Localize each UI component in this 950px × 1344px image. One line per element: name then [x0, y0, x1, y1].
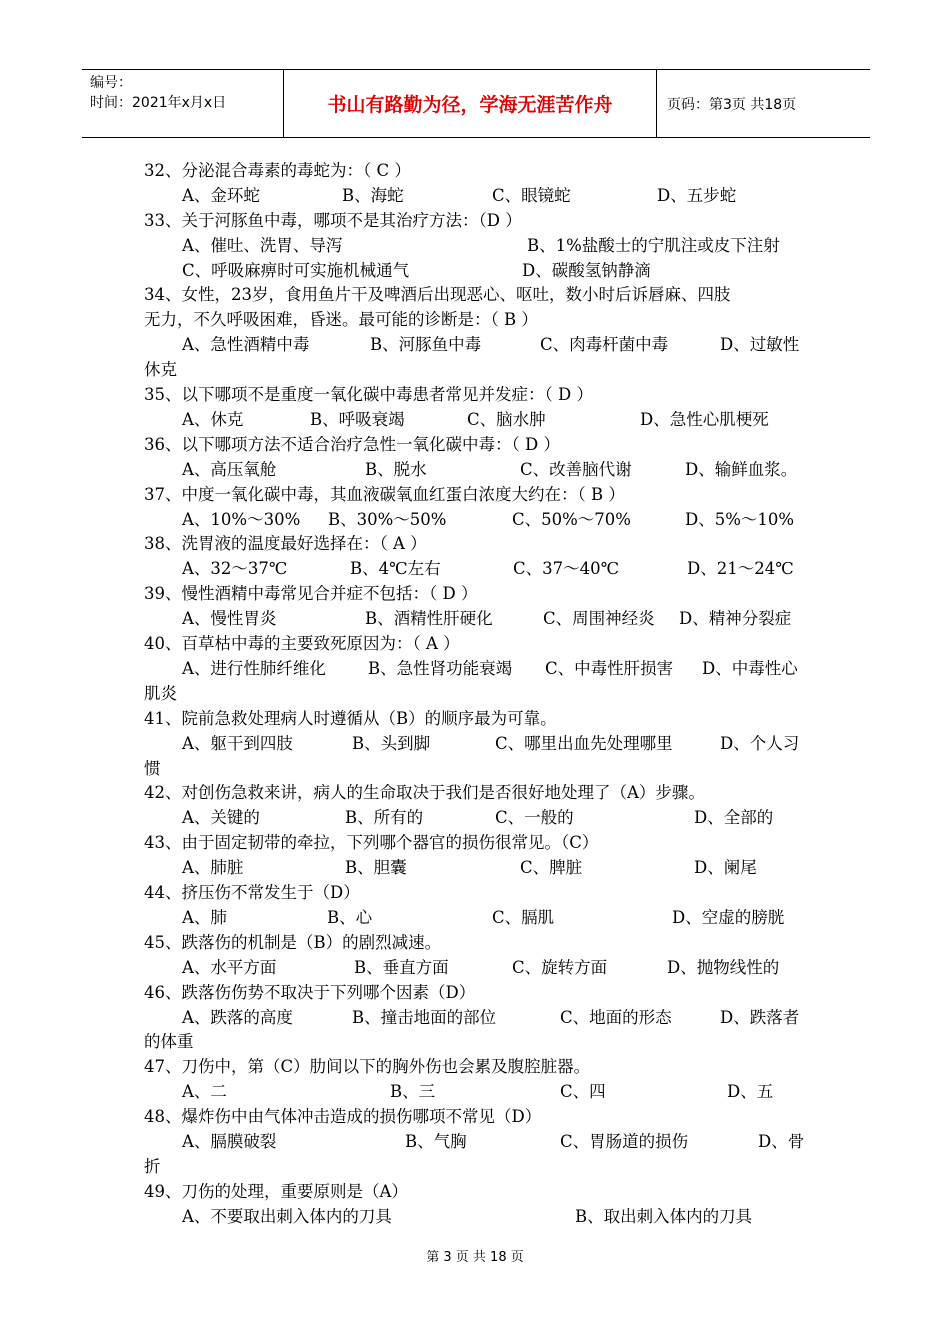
option-text: D、过敏性: [720, 335, 800, 355]
options-line: [144, 234, 814, 259]
question-text: 34、女性，23岁，食用鱼片干及啤酒后出现恶心、呕吐，数小时后诉唇麻、四肢: [144, 285, 731, 305]
options-line: [144, 508, 814, 533]
option-text: D、中毒性心: [702, 658, 798, 678]
question-text: 32、分泌混合毒素的毒蛇为：（ C ）: [144, 161, 411, 180]
option-text: A、二: [182, 1082, 227, 1102]
option-text: D、跌落者: [720, 1007, 800, 1027]
option-text: C、周围神经炎: [543, 609, 655, 629]
option-text: A、慢性胃炎: [182, 609, 277, 629]
option-text: A、跌落的高度: [182, 1007, 293, 1027]
option-text: D、输鲜血浆。: [685, 459, 798, 479]
option-text: C、地面的形态: [560, 1007, 672, 1027]
document-date-label: 时间：2021年x月x日: [90, 95, 227, 111]
option-text: B、所有的: [345, 808, 424, 828]
option-text: A、急性酒精中毒: [182, 335, 310, 355]
options-line: [144, 259, 814, 284]
option-text: D、空虚的膀胱: [672, 907, 785, 927]
option-text: D、抛物线性的: [667, 957, 780, 977]
options-line: [144, 806, 814, 831]
option-text: B、河豚鱼中毒: [370, 335, 482, 355]
options-line: [144, 333, 814, 358]
question-text: 46、跌落伤伤势不取决于下列哪个因素（D）: [144, 982, 476, 1002]
option-text: D、个人习: [720, 733, 800, 753]
option-text: A、32～37℃: [182, 559, 288, 579]
page-header: [82, 69, 870, 138]
question-text: 43、由于固定韧带的牵拉，下列哪个器官的损伤很常见。（C）: [144, 833, 599, 853]
option-text: B、三: [390, 1082, 436, 1102]
question-text: 折: [144, 1156, 161, 1176]
options-line: [144, 732, 814, 757]
options-line: [144, 184, 814, 209]
question-text: 36、以下哪项方法不适合治疗急性一氧化碳中毒：（ D ）: [144, 434, 560, 454]
option-text: C、旋转方面: [512, 957, 608, 977]
options-line: [144, 906, 814, 931]
question-text: 39、慢性酒精中毒常见合并症不包括：（ D ）: [144, 584, 478, 604]
option-text: D、5%～10%: [685, 509, 795, 529]
option-text: B、急性肾功能衰竭: [368, 658, 513, 678]
question-text: 49、刀伤的处理，重要原则是（A）: [144, 1181, 408, 1201]
header-motto: 书山有路勤为径，学海无涯苦作舟: [284, 70, 657, 137]
option-text: B、取出刺入体内的刀具: [575, 1206, 753, 1226]
question-text: 41、院前急救处理病人时遵循从（B）的顺序最为可靠。: [144, 708, 557, 728]
option-text: A、催吐、洗胃、导泻: [182, 235, 343, 255]
option-text: A、膈膜破裂: [182, 1132, 277, 1152]
option-text: D、阑尾: [694, 858, 757, 878]
options-line: [144, 607, 814, 632]
option-text: C、脑水肿: [467, 410, 546, 429]
option-text: C、胃肠道的损伤: [560, 1132, 689, 1152]
options-line: [144, 408, 814, 433]
question-text: 35、以下哪项不是重度一氧化碳中毒患者常见并发症：（ D ）: [144, 385, 593, 405]
question-text: 的体重: [144, 1032, 194, 1052]
option-text: C、50%～70%: [512, 509, 631, 529]
question-text: 40、百草枯中毒的主要致死原因为：（ A ）: [144, 634, 460, 654]
option-text: B、垂直方面: [354, 957, 449, 977]
option-text: B、心: [327, 907, 373, 927]
option-text: A、进行性肺纤维化: [182, 658, 326, 678]
option-text: B、撞击地面的部位: [352, 1007, 497, 1027]
option-text: C、一般的: [495, 808, 574, 828]
question-text: 42、对创伤急救来讲，病人的生命取决于我们是否很好地处理了（A）步骤。: [144, 783, 705, 803]
question-text: 44、挤压伤不常发生于（D）: [144, 883, 360, 903]
question-text: 48、爆炸伤中由气体冲击造成的损伤哪项不常见（D）: [144, 1107, 542, 1127]
option-text: C、眼镜蛇: [492, 185, 571, 205]
option-text: B、头到脚: [352, 733, 431, 753]
option-text: B、1%盐酸士的宁肌注或皮下注射: [527, 235, 780, 255]
option-text: B、酒精性肝硬化: [365, 609, 493, 629]
option-text: A、休克: [182, 410, 244, 429]
option-text: C、改善脑代谢: [520, 459, 632, 479]
option-text: C、膈肌: [492, 907, 555, 927]
option-text: A、肺: [182, 907, 227, 927]
options-line: [144, 956, 814, 981]
question-text: 45、跌落伤的机制是（B）的剧烈减速。: [144, 932, 442, 952]
option-text: B、海蛇: [342, 185, 404, 205]
option-text: A、躯干到四肢: [182, 733, 293, 753]
option-text: D、全部的: [694, 808, 774, 828]
option-text: B、脱水: [365, 459, 427, 479]
question-text: 33、关于河豚鱼中毒，哪项不是其治疗方法：（D ）: [144, 210, 522, 230]
question-list: [144, 159, 814, 1230]
option-text: C、脾脏: [520, 858, 583, 878]
option-text: C、肉毒杆菌中毒: [540, 335, 669, 355]
option-text: D、精神分裂症: [679, 609, 792, 629]
question-text: 38、洗胃液的温度最好选择在：（ A ）: [144, 534, 427, 554]
question-text: 惯: [144, 758, 161, 778]
options-line: [144, 1080, 814, 1105]
header-page-info: 页码：第3页 共18页: [667, 96, 797, 113]
option-text: D、21～24℃: [687, 559, 794, 579]
options-line: [144, 1130, 814, 1155]
option-text: D、骨: [758, 1132, 805, 1152]
option-text: A、肺脏: [182, 858, 244, 878]
option-text: A、关键的: [182, 808, 260, 828]
option-text: D、碳酸氢钠静滴: [522, 260, 651, 280]
header-meta: [82, 70, 284, 137]
option-text: A、金环蛇: [182, 185, 260, 205]
option-text: A、水平方面: [182, 957, 277, 977]
option-text: B、呼吸衰竭: [310, 410, 405, 429]
option-text: B、胆囊: [345, 858, 407, 878]
options-line: [144, 657, 814, 682]
options-line: [144, 458, 814, 483]
option-text: B、4℃左右: [350, 559, 441, 579]
options-line: [144, 557, 814, 582]
question-text: 37、中度一氧化碳中毒，其血液碳氧血红蛋白浓度大约在：（ B ）: [144, 484, 625, 504]
question-text: 肌炎: [144, 683, 177, 703]
option-text: A、高压氧舱: [182, 459, 277, 479]
option-text: D、急性心肌梗死: [640, 410, 769, 429]
option-text: C、呼吸麻痹时可实施机械通气: [182, 260, 410, 280]
options-line: [144, 1205, 814, 1230]
option-text: B、气胸: [405, 1132, 467, 1152]
options-line: [144, 856, 814, 881]
options-line: [144, 1006, 814, 1031]
question-text: 无力，不久呼吸困难，昏迷。最可能的诊断是：（ B ）: [144, 310, 538, 330]
option-text: C、中毒性肝损害: [545, 658, 674, 678]
option-text: A、不要取出刺入体内的刀具: [182, 1206, 392, 1226]
option-text: C、37～40℃: [513, 559, 620, 579]
document-number-label: 编号：: [90, 75, 132, 91]
page-footer: 第 3 页 共 18 页: [426, 1250, 524, 1265]
question-text: 47、刀伤中，第（C）肋间以下的胸外伤也会累及腹腔脏器。: [144, 1057, 591, 1077]
option-text: C、四: [560, 1082, 606, 1102]
option-text: B、30%～50%: [328, 509, 447, 529]
option-text: A、10%～30%: [182, 509, 301, 529]
option-text: D、五: [727, 1082, 774, 1102]
option-text: D、五步蛇: [657, 185, 737, 205]
question-text: 休克: [144, 360, 177, 380]
option-text: C、哪里出血先处理哪里: [495, 733, 673, 753]
